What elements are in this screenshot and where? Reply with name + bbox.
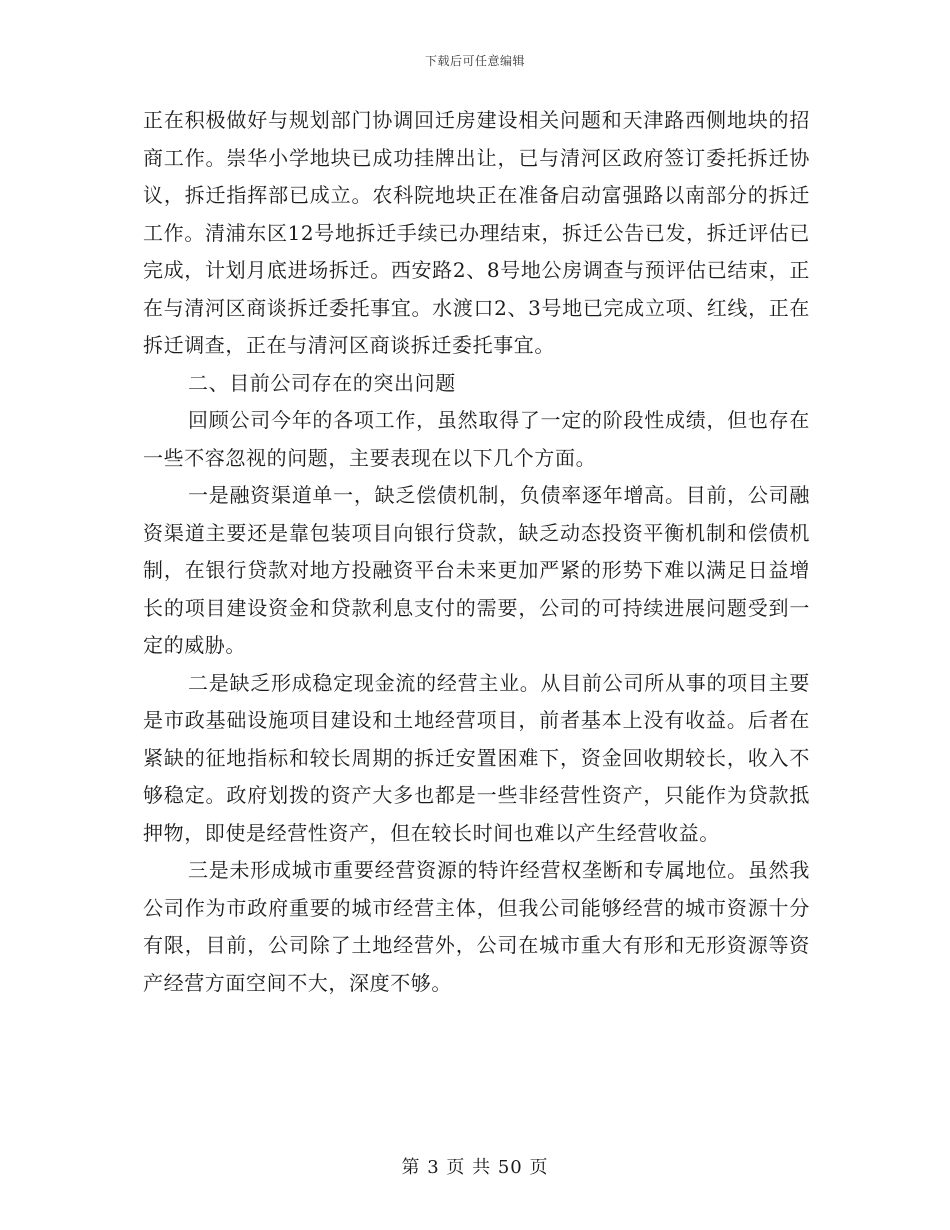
header-note: 下载后可任意编辑 bbox=[424, 54, 525, 68]
paragraph-review: 回顾公司今年的各项工作，虽然取得了一定的阶段性成绩，但也存在一些不容忽视的问题，主要表现在以下几个方面。 bbox=[143, 408, 810, 470]
paragraph-continuation: 正在积极做好与规划部门协调回迁房建设相关问题和天津路西侧地块的招商工作。崇华小学地块已成功挂牌出让，已与清河区政府签订委托拆迁协议，拆迁指挥部已成立。农科院地块正在准备启动富强路以南部分的拆迁工作。清浦东区12号地拆迁手续已办理结束，拆迁公告已发，拆迁评估已完成，计划月底进场拆迁。西安路2、8号地公房调查与预评估已结束，正在与清河区商谈拆迁委托事宜。水渡口2、3号地已完成立项、红线，正在拆迁调查，正在与清河区商谈拆迁委托事宜。 bbox=[143, 108, 810, 357]
page-number-footer: 第 3 页 共 50 页 bbox=[401, 1157, 549, 1178]
paragraph-issue-three: 三是未形成城市重要经营资源的特许经营权垄断和专属地位。虽然我公司作为市政府重要的城市经营主体，但我公司能够经营的城市资源十分有限，目前，公司除了土地经营外，公司在城市重大有形和无形资源等资产经营方面空间不大，深度不够。 bbox=[143, 858, 810, 995]
section-heading: 二、目前公司存在的突出问题 bbox=[188, 370, 456, 395]
paragraph-issue-one: 一是融资渠道单一，缺乏偿债机制，负债率逐年增高。目前，公司融资渠道主要还是靠包装项目向银行贷款，缺乏动态投资平衡机制和偿债机制，在银行贷款对地方投融资平台未来更加严紧的形势下难以满足日益增长的项目建设资金和贷款利息支付的需要，公司的可持续进展问题受到一定的威胁。 bbox=[143, 483, 810, 657]
paragraph-issue-two: 二是缺乏形成稳定现金流的经营主业。从目前公司所从事的项目主要是市政基础设施项目建设和土地经营项目，前者基本上没有收益。后者在紧缺的征地指标和较长周期的拆迁安置困难下，资金回收期较长，收入不够稳定。政府划拨的资产大多也都是一些非经营性资产，只能作为贷款抵押物，即使是经营性资产，但在较长时间也难以产生经营收益。 bbox=[143, 670, 810, 845]
document-body bbox=[143, 102, 810, 1002]
